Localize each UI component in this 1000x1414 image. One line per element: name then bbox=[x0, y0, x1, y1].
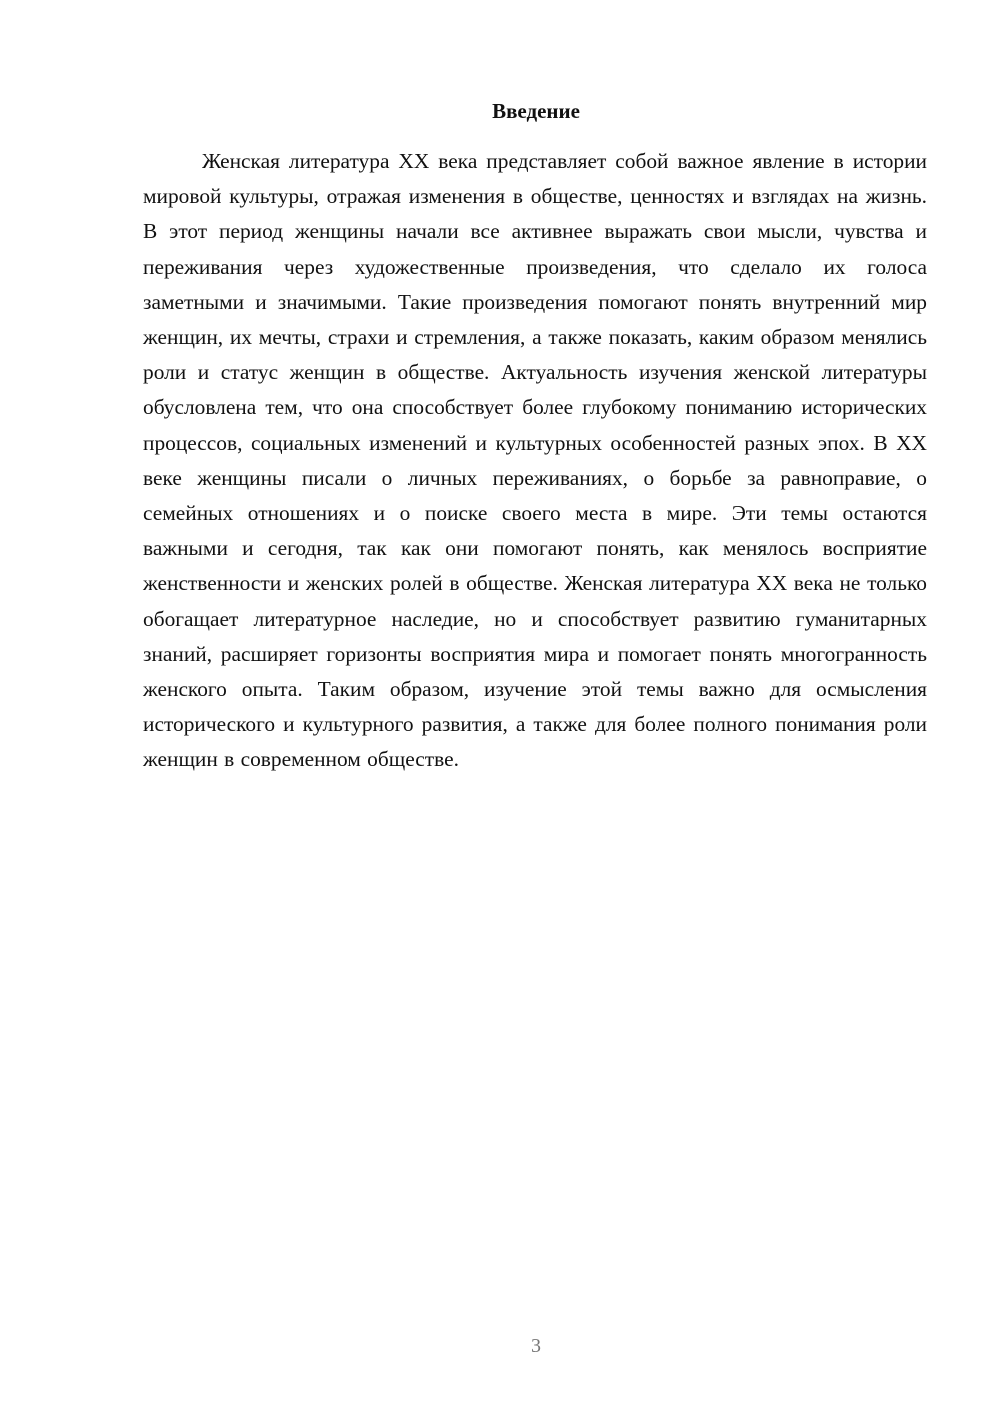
section-heading: Введение bbox=[492, 99, 580, 123]
body-paragraph: Женская литература XX века представляет собой важное явление в истории мировой культуры, отражая изменения в обществе, ценностях и взглядах на жизнь. В этот период женщины начали все активнее выражать свои мысли, чувства и переживания через художественные произведения, что сделало их голоса заметными и значимыми. Такие произведения помогают понять внутренний мир женщин, их мечты, страхи и стремления, а также показать, каким образом менялись роли и статус женщин в обществе. Актуальность изучения женской литературы обусловлена тем, что она способствует более глубокому пониманию исторических процессов, социальных изменений и культурных особенностей разных эпох. В XX веке женщины писали о личных переживаниях, о борьбе за равноправие, о семейных отношениях и о поиске своего места в мире. Эти темы остаются важными и сегодня, так как они помогают понять, как менялось восприятие женственности и женских ролей в обществе. Женская литература XX века не только обогащает литературное наследие, но и способствует развитию гуманитарных знаний, расширяет горизонты восприятия мира и помогает понять многогранность женского опыта. Таким образом, изучение этой темы важно для осмысления исторического и культурного развития, а также для более полного понимания роли женщин в современном обществе. bbox=[143, 149, 927, 772]
page-number: 3 bbox=[531, 1335, 541, 1357]
